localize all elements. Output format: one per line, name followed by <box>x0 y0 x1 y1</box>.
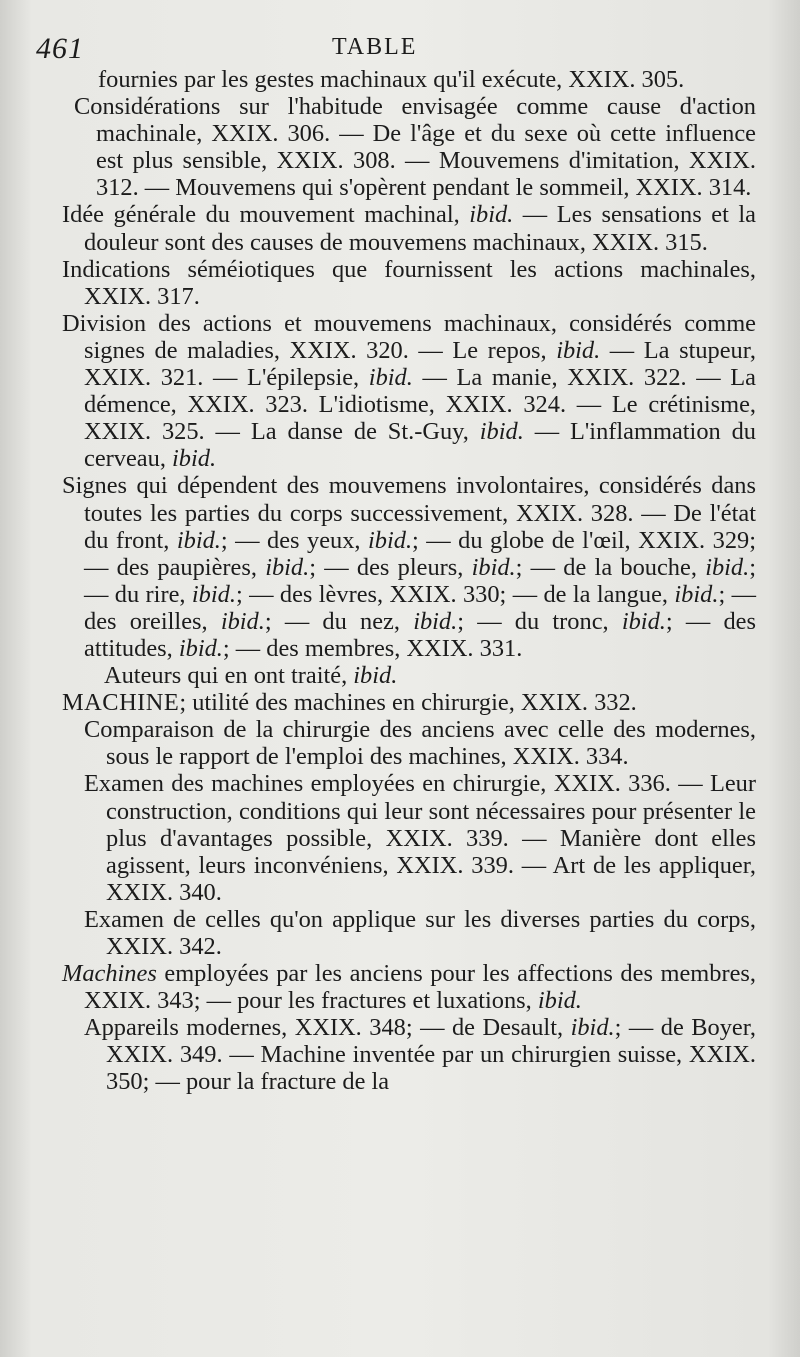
text-run: Idée générale du mouvement machinal, <box>62 201 470 229</box>
index-entry <box>62 201 756 255</box>
text-run: Division des actions et mouvemens machinaux, considérés comme signes de maladies, XXIX. 320. — Le repos, <box>62 309 756 364</box>
text-run: employées par les anciens pour les affections des membres, XXIX. 343; — pour les fractures et luxations, <box>84 960 756 1015</box>
italic-run: ibid. <box>413 607 458 635</box>
text-run: ; — des yeux, <box>220 526 368 554</box>
italic-run: ibid. <box>621 607 666 635</box>
index-entry <box>62 93 756 201</box>
index-entry <box>62 66 756 93</box>
italic-run: ibid. <box>265 553 310 581</box>
index-entry <box>62 960 756 1014</box>
text-run: ; utilité des machines en chirurgie, XXIX. 332. <box>179 689 637 717</box>
text-run: — La stupeur, XXIX. 321. — L'épilepsie, <box>84 336 756 392</box>
italic-run: ibid. <box>674 580 719 608</box>
italic-run: ibid. <box>368 526 413 554</box>
italic-run: ibid. <box>368 364 413 392</box>
text-run: ; — des pleurs, <box>309 553 472 581</box>
page-number: 461 <box>36 32 84 65</box>
text-run: ; — des oreilles, <box>84 580 756 635</box>
italic-run: ibid. <box>172 445 217 473</box>
index-entry <box>62 716 756 770</box>
italic-run: ibid. <box>469 201 514 229</box>
text-run: ; — du tronc, <box>457 607 622 635</box>
text-run: fournies par les gestes machinaux qu'il exécute, XXIX. 305. <box>98 66 685 93</box>
text-run: Examen de celles qu'on applique sur les diverses parties du corps, XXIX. 342. <box>84 905 756 960</box>
text-run: ; — de la bouche, <box>515 553 706 581</box>
index-entry <box>62 256 756 310</box>
italic-run: ibid. <box>178 634 223 662</box>
italic-run: ibid. <box>353 662 398 690</box>
italic-run: ibid. <box>191 580 236 608</box>
text-run: — La manie, XXIX. 322. — La démence, XXIX. 323. L'idiotisme, XXIX. 324. — Le crétinisme, XXIX. 325. — La danse de St.-Guy, <box>84 364 757 446</box>
italic-run: Machines <box>62 960 157 988</box>
index-entry <box>62 662 756 689</box>
italic-run: ibid. <box>471 553 516 581</box>
text-run: ; — des lèvres, XXIX. 330; — de la langue, <box>235 580 675 608</box>
italic-run: ibid. <box>176 526 221 554</box>
index-entry <box>62 689 756 716</box>
italic-run: ibid. <box>556 336 601 364</box>
page-header <box>36 30 756 66</box>
index-entry <box>62 472 756 662</box>
text-run: Signes qui dépendent des mouvemens involontaires, considérés dans toutes les parties du corps successivement, XXIX. 328. — De l'état du front, <box>62 472 756 554</box>
text-run: Auteurs qui en ont traité, <box>104 662 354 690</box>
running-title: TABLE <box>332 34 418 60</box>
index-entry <box>62 906 756 960</box>
text-run: ; — des attitudes, <box>84 607 756 662</box>
text-run: ; — du nez, <box>264 607 414 635</box>
italic-run: ibid. <box>537 987 582 1015</box>
headword: MACHINE <box>62 689 180 717</box>
text-run: Appareils modernes, XXIX. 348; — de Desault, <box>84 1014 571 1042</box>
text-run: Considérations sur l'habitude envisagée comme cause d'action machinale, XXIX. 306. — De l'âge et du sexe où cette influence est plus sensible, XXIX. 308. — Mouvemens d'imitation, XXIX. 312. — Mouvemens qui s'opèrent pendant le sommeil, XXIX. 314. <box>74 93 756 202</box>
italic-run: ibid. <box>705 553 750 581</box>
text-run: — L'inflammation du cerveau, <box>84 418 757 473</box>
index-entries <box>62 66 756 1096</box>
text-run: — Les sensations et la douleur sont des causes de mouvemens machinaux, XXIX. 315. <box>84 201 756 256</box>
text-run: ; — du globe de l'œil, XXIX. 329; — des paupières, <box>84 526 756 581</box>
index-entry <box>62 1014 756 1095</box>
text-run: ; — du rire, <box>84 553 757 608</box>
text-run: ; — des membres, XXIX. 331. <box>222 634 523 662</box>
index-entry <box>62 310 756 473</box>
italic-run: ibid. <box>570 1014 615 1042</box>
text-run: ; — de Boyer, XXIX. 349. — Machine inventée par un chirurgien suisse, XXIX. 350; — pour la fracture de la <box>106 1014 756 1096</box>
text-run: Comparaison de la chirurgie des anciens avec celle des modernes, sous le rapport de l'emploi des machines, XXIX. 334. <box>84 716 756 771</box>
italic-run: ibid. <box>220 607 265 635</box>
text-run: Indications séméiotiques que fournissent les actions machinales, XXIX. 317. <box>62 255 756 310</box>
text-run: Examen des machines employées en chirurgie, XXIX. 336. — Leur construction, conditions qui leur sont nécessaires pour présenter le plus d'avantages possible, XXIX. 339. — Manière dont elles agissent, leurs inconvéniens, XXIX. 339. — Art de les appliquer, XXIX. 340. <box>84 770 756 906</box>
italic-run: ibid. <box>479 418 524 446</box>
index-entry <box>62 770 756 905</box>
